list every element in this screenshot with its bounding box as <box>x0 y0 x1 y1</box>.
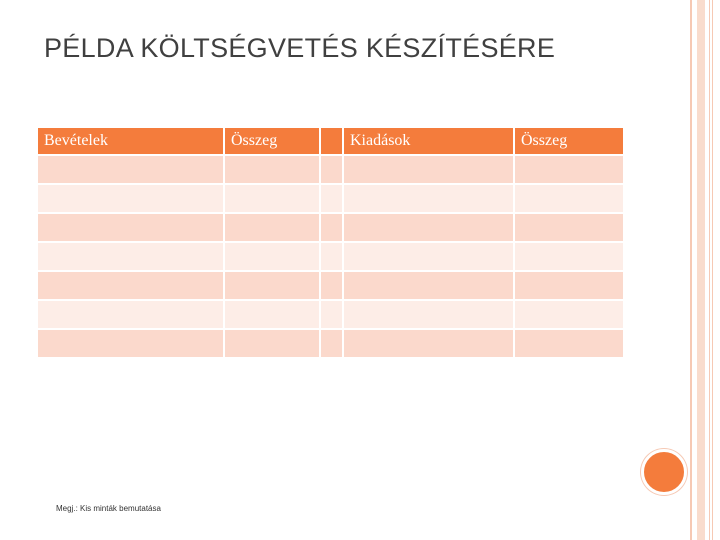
table-row <box>37 300 624 329</box>
table-row <box>37 213 624 242</box>
decorative-stripe <box>709 0 710 540</box>
decorative-stripe <box>697 0 705 540</box>
table-cell <box>37 184 224 213</box>
table-header-row <box>37 127 624 155</box>
table-cell <box>514 184 624 213</box>
header-spacer <box>320 127 343 155</box>
header-income: Bevételek <box>37 127 224 155</box>
table-cell <box>514 155 624 184</box>
slide-title: PÉLDA KÖLTSÉGVETÉS KÉSZÍTÉSÉRE <box>44 33 556 63</box>
table-cell <box>320 271 343 300</box>
table-cell <box>514 242 624 271</box>
table-cell <box>224 329 320 358</box>
table-cell <box>343 300 514 329</box>
table-cell <box>320 300 343 329</box>
table-cell <box>224 242 320 271</box>
table-cell <box>343 155 514 184</box>
decorative-stripe <box>690 0 692 540</box>
table-cell <box>320 184 343 213</box>
table-cell <box>37 271 224 300</box>
decorative-circle <box>641 449 687 495</box>
table-row <box>37 271 624 300</box>
table-cell <box>320 329 343 358</box>
table-cell <box>224 271 320 300</box>
table-cell <box>514 329 624 358</box>
table-cell <box>343 242 514 271</box>
header-expenses: Kiadások <box>343 127 514 155</box>
table-cell <box>37 213 224 242</box>
header-expenses-amount: Összeg <box>514 127 624 155</box>
table-cell <box>320 213 343 242</box>
decorative-stripe <box>712 0 713 540</box>
table-cell <box>320 155 343 184</box>
header-income-amount: Összeg <box>224 127 320 155</box>
table-cell <box>37 329 224 358</box>
table-cell <box>343 213 514 242</box>
table-cell <box>224 300 320 329</box>
table-cell <box>514 300 624 329</box>
table-cell <box>343 184 514 213</box>
table-cell <box>320 242 343 271</box>
table-row <box>37 242 624 271</box>
table-cell <box>343 271 514 300</box>
table-cell <box>224 184 320 213</box>
budget-table <box>36 126 625 359</box>
table-cell <box>37 242 224 271</box>
footnote: Megj.: Kis minták bemutatása <box>56 504 161 513</box>
table-cell <box>224 155 320 184</box>
table-cell <box>224 213 320 242</box>
table-cell <box>37 155 224 184</box>
table-cell <box>514 271 624 300</box>
table-cell <box>514 213 624 242</box>
table-row <box>37 155 624 184</box>
table-row <box>37 329 624 358</box>
table-cell <box>37 300 224 329</box>
table-cell <box>343 329 514 358</box>
table-row <box>37 184 624 213</box>
